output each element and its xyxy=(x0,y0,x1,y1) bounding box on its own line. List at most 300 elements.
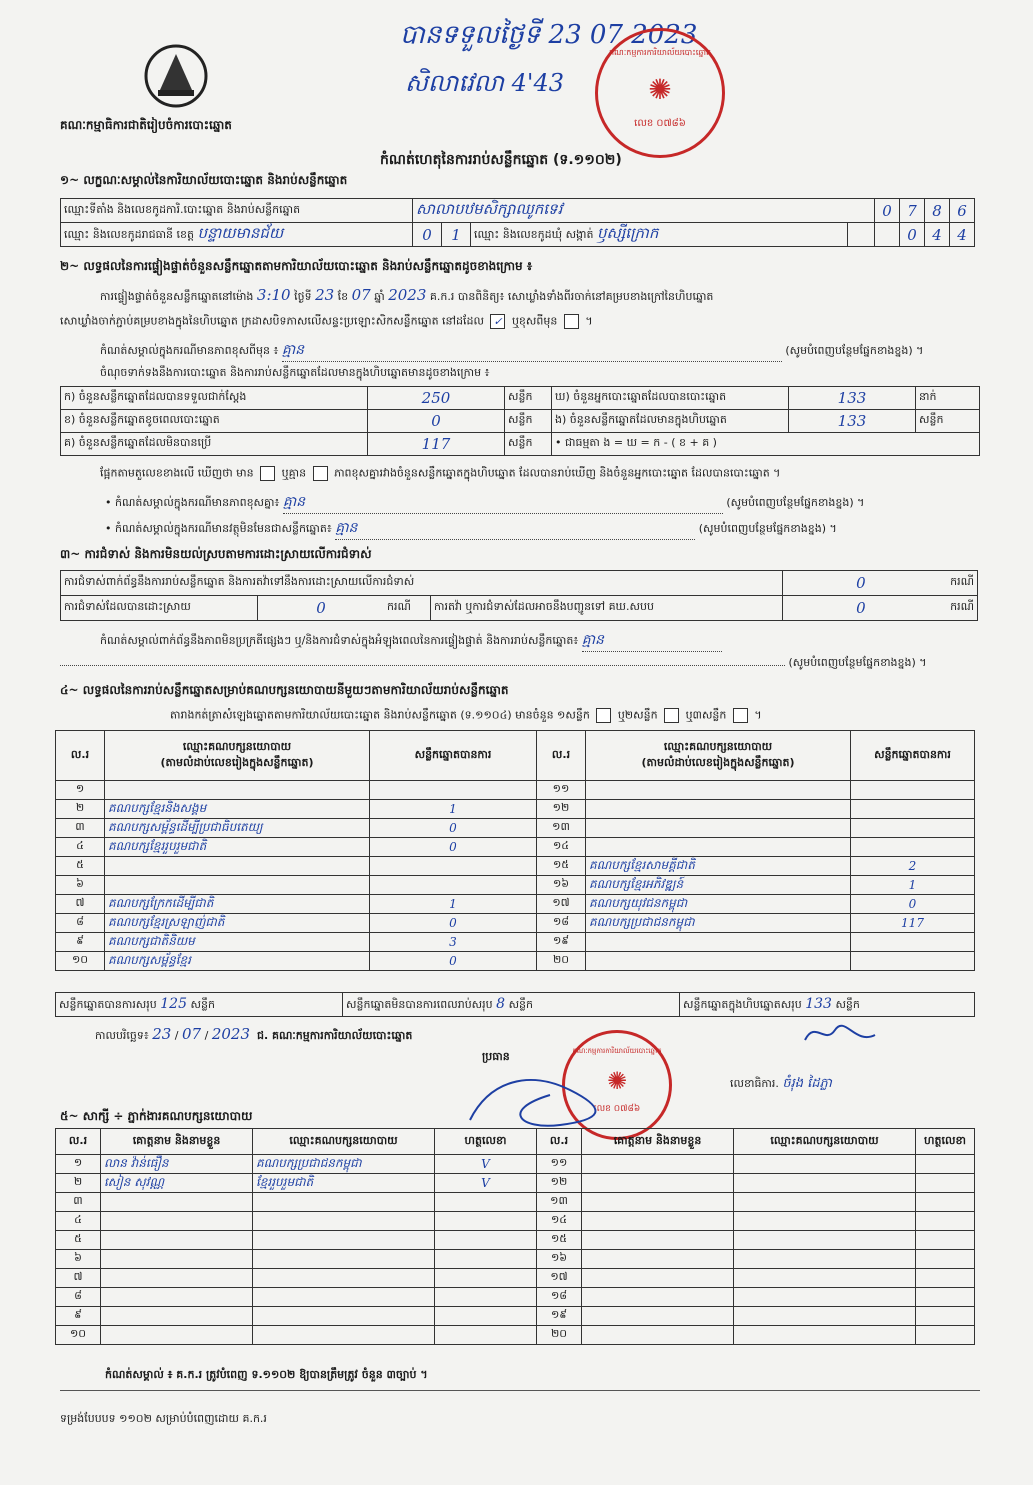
col-party-line2: (តាមលំដាប់លេខរៀងក្នុងសន្លឹកឆ្នោត) xyxy=(641,755,795,769)
col-votes: សន្លឹកឆ្នោតបានការ xyxy=(370,731,537,781)
box-ballots-value: 133 xyxy=(789,410,916,433)
table-row xyxy=(56,914,975,933)
col-no: ល.រ xyxy=(56,731,105,781)
table-row xyxy=(56,1307,975,1326)
row-no: ៨ xyxy=(56,1288,101,1307)
witness-name xyxy=(582,1288,734,1307)
row-no: ១១ xyxy=(537,781,586,800)
witness-party: ខ្មែររួបរួមជាតិ xyxy=(253,1174,435,1193)
row-no: ១២ xyxy=(537,1174,582,1193)
party-name: គណបក្សសម្ព័ន្ធដើម្បីប្រជាធិបតេយ្យ xyxy=(105,819,370,838)
row-no: ៦ xyxy=(56,1250,101,1269)
irregularity-value: គ្មាន xyxy=(582,630,722,652)
witness-party xyxy=(253,1307,435,1326)
party-votes xyxy=(370,781,537,800)
row-no: ១៨ xyxy=(537,1288,582,1307)
party-name xyxy=(586,800,851,819)
received-ballots-label: ក) ចំនួនសន្លឹកឆ្នោតដែលបានទទួលជាក់ស្តែង xyxy=(61,387,368,410)
witness-signature xyxy=(916,1174,975,1193)
witness-name xyxy=(582,1269,734,1288)
station-value: សាលាបឋមសិក្សាឈូកទេវ xyxy=(413,199,875,223)
witness-signature xyxy=(916,1250,975,1269)
witness-name xyxy=(582,1231,734,1250)
col-party: ឈ្មោះគណបក្សនយោបាយ xyxy=(734,1129,916,1155)
ballot-count-table xyxy=(60,386,980,456)
nec-emblem-icon xyxy=(140,40,212,112)
witness-party xyxy=(734,1269,916,1288)
table-row xyxy=(56,933,975,952)
witness-signature xyxy=(435,1250,537,1269)
total-invalid-cell xyxy=(343,993,680,1017)
unit: នាក់ xyxy=(916,387,980,410)
row-no: ១៦ xyxy=(537,1250,582,1269)
witness-party xyxy=(253,1193,435,1212)
witness-signature xyxy=(916,1269,975,1288)
fill-hint: (សូមបំពេញបន្ថែមផ្នែកខាងខ្នង) ។ xyxy=(788,656,927,669)
org-name: គណៈកម្មាធិការជាតិរៀបចំការបោះឆ្នោត xyxy=(60,118,232,132)
table-row xyxy=(56,1174,975,1193)
section3-heading: ៣~ ការជំទាស់ និងការមិនយល់ស្របតាមការដោះស្រាយលើការជំទាស់ xyxy=(60,547,372,561)
unused-ballots-value: 117 xyxy=(368,433,505,456)
verify-text-p2b: ឬខុសពីមុន xyxy=(511,314,558,328)
witness-signature xyxy=(435,1326,537,1345)
three-sheet-label: ឬ៣សន្លឹក xyxy=(685,708,727,722)
table-row xyxy=(56,857,975,876)
witness-party xyxy=(253,1231,435,1250)
row-no: ១៣ xyxy=(537,819,586,838)
bullet2-label: • កំណត់សម្គាល់ក្នុងករណីមានវត្ថុមិនមែនជាសន្លឹកឆ្នោត៖ xyxy=(105,522,332,535)
row-no: ៨ xyxy=(56,914,105,933)
stamp-bottom-text: លេខ ០៧៨៦ xyxy=(634,118,686,129)
objection-table xyxy=(60,570,978,621)
tally-intro: តារាងកត់ត្រាសំឡេងឆ្នោតតាមការិយាល័យបោះឆ្នោត និងរាប់សន្លឹកឆ្នោត (ទ.១១០៤) មានចំនួន ១សន្លឹក ឬ២សន្លឹក ឬ៣សន្លឹក ។ xyxy=(170,708,762,722)
date-day: 23 xyxy=(152,1025,172,1043)
row-no: ២០ xyxy=(537,1326,582,1345)
witness-party xyxy=(734,1174,916,1193)
objection-row1-value: 0 xyxy=(782,571,939,596)
stamp-top-text: គណៈកម្មការការិយាល័យបោះឆ្នោត xyxy=(572,1047,662,1055)
witness-party xyxy=(734,1307,916,1326)
row-no: ១៦ xyxy=(537,876,586,895)
row-no: ៥ xyxy=(56,1231,101,1250)
party-name: គណបក្សខ្មែរអភិវឌ្ឍន៍ xyxy=(586,876,851,895)
secretary-signature xyxy=(800,1015,880,1055)
total-valid-label: សន្លឹកឆ្នោតបានការសរុប xyxy=(59,997,157,1011)
party-name: គណបក្សជាតិនិយម xyxy=(105,933,370,952)
same-checkbox[interactable]: ✓ xyxy=(490,314,505,329)
table-row xyxy=(56,895,975,914)
party-votes xyxy=(851,781,975,800)
witness-signature xyxy=(435,1231,537,1250)
compare-text-c: ភាពខុសគ្នារវាងចំនួនសន្លឹកឆ្នោតក្នុងហិបឆ្នោត ដែលបានរាប់ឃើញ និងចំនួនអ្នកបោះឆ្នោត ដែលបានបោះឆ្នោត ។ xyxy=(334,466,781,480)
witness-signature xyxy=(916,1307,975,1326)
bullet1-line xyxy=(105,492,980,514)
row-no: ៧ xyxy=(56,1269,101,1288)
row-no: ១៧ xyxy=(537,1269,582,1288)
resolved-label: ការជំទាស់ដែលបានដោះស្រាយ xyxy=(61,596,258,621)
table-row xyxy=(56,1231,975,1250)
row-no: ៤ xyxy=(56,1212,101,1231)
party-votes: 3 xyxy=(370,933,537,952)
unit: សន្លឹក xyxy=(505,410,552,433)
witness-name xyxy=(582,1212,734,1231)
party-votes xyxy=(851,819,975,838)
table-row xyxy=(56,781,975,800)
unit: សន្លឹក xyxy=(835,997,860,1011)
diff-note-value: គ្មាន xyxy=(282,340,782,362)
witness-name: សៀន សុវណ្ណ xyxy=(101,1174,253,1193)
party-name: គណបក្សខ្មែររួបរួមជាតិ xyxy=(105,838,370,857)
row-no: ៦ xyxy=(56,876,105,895)
section5-heading: ៥~ សាក្សី ÷ ភ្នាក់ងារគណបក្សនយោបាយ xyxy=(60,1109,253,1123)
table-row xyxy=(56,1155,975,1174)
compare-line xyxy=(100,466,980,483)
resolved-value: 0 xyxy=(258,596,385,621)
verification-line2: សោឃ្លាំងចាក់ភ្ជាប់គម្របខាងក្នុងនៃហិបឆ្នោត ក្រដាសបិទភាសលើសន្ទះប្រឡោះសិកសន្លឹកឆ្នោត នៅដដែល ✓ ឬខុសពីមុន ។ xyxy=(60,314,593,328)
received-note-line1: បានទទួលថ្ងៃទី 23 07 2023 xyxy=(400,20,698,50)
witness-name xyxy=(582,1174,734,1193)
secretary-line xyxy=(730,1075,832,1094)
station-code-digit: 8 xyxy=(925,199,950,223)
witness-signature xyxy=(435,1193,537,1212)
box-ballots-label: ង) ចំនួនសន្លឹកឆ្នោតដែលមានក្នុងហិបឆ្នោត xyxy=(552,410,789,433)
station-code-digit: 6 xyxy=(950,199,975,223)
fill-hint: (សូមបំពេញបន្ថែមផ្នែកខាងខ្នង) ។ xyxy=(698,522,837,535)
table-row xyxy=(56,1269,975,1288)
table-row xyxy=(56,952,975,971)
party-name: គណបក្សក្រែកដើម្បីជាតិ xyxy=(105,895,370,914)
commune-value: ឫស្សីក្រោក xyxy=(597,223,659,242)
irregularity-note xyxy=(100,630,980,652)
table-row xyxy=(56,819,975,838)
total-valid-cell xyxy=(56,993,343,1017)
station-label: ឈ្មោះទីតាំង និងលេខកូដការិ.បោះឆ្នោត និងរាប់សន្លឹកឆ្នោត xyxy=(61,199,413,223)
unit: សន្លឹក xyxy=(190,997,215,1011)
witness-name xyxy=(101,1231,253,1250)
row-no: ១១ xyxy=(537,1155,582,1174)
commune-code-digit: 4 xyxy=(925,223,950,247)
form-title: កំណត់ហេតុនៃការរាប់សន្លឹកឆ្នោត (ទ.១១០២) xyxy=(380,152,622,168)
witness-signature xyxy=(435,1307,537,1326)
col-party xyxy=(105,731,370,781)
witness-name xyxy=(101,1212,253,1231)
bullet2-line xyxy=(105,518,980,540)
party-name xyxy=(105,781,370,800)
received-ballots-value: 250 xyxy=(368,387,505,410)
date-label: កាលបរិច្ឆេទ៖ xyxy=(95,1029,149,1042)
fill-hint: (សូមបំពេញបន្ថែមផ្នែកខាងខ្នង) ។ xyxy=(785,344,924,357)
secretary-value: ចំរុង ដៃភ្លា xyxy=(782,1076,832,1091)
witness-name xyxy=(582,1155,734,1174)
row-no: ៤ xyxy=(56,838,105,857)
witness-signature xyxy=(435,1269,537,1288)
total-box-cell xyxy=(680,993,975,1017)
party-votes: 0 xyxy=(370,952,537,971)
party-name xyxy=(586,933,851,952)
compare-text-b: ឬគ្មាន xyxy=(281,466,307,480)
party-results-table xyxy=(55,730,975,971)
table-row xyxy=(56,876,975,895)
footer-divider xyxy=(60,1390,980,1391)
witness-signature xyxy=(916,1212,975,1231)
witness-signature xyxy=(916,1231,975,1250)
witness-name xyxy=(582,1326,734,1345)
compare-text-a: ផ្អែកតាមតួលេខខាងលើ ឃើញថា មាន xyxy=(100,466,254,480)
irregularity-line2 xyxy=(60,656,980,672)
commune-code-digit: 0 xyxy=(900,223,925,247)
witness-signature xyxy=(435,1288,537,1307)
fill-hint: (សូមបំពេញបន្ថែមផ្នែកខាងខ្នង) ។ xyxy=(726,496,865,509)
row-no: ១៩ xyxy=(537,1307,582,1326)
formula-text: • ជាធម្មតា ង = ឃ = ក - ( ខ + គ ) xyxy=(552,433,980,456)
province-value: បន្ទាយមានជ័យ xyxy=(197,223,284,242)
footer-form-id: ទម្រង់បែបបទ ១១០២ សម្រាប់បំពេញដោយ គ.ក.រ xyxy=(60,1412,267,1425)
commune-label-text: ឈ្មោះ និងលេខកូដឃុំ សង្កាត់ xyxy=(474,227,594,241)
party-votes: 2 xyxy=(851,857,975,876)
province-label xyxy=(61,223,413,247)
row-no: ១៣ xyxy=(537,1193,582,1212)
row-no: ១៥ xyxy=(537,857,586,876)
witness-party xyxy=(253,1288,435,1307)
province-code-digit: 0 xyxy=(413,223,442,247)
stamp-emblem-icon: ✺ xyxy=(606,1067,628,1095)
objection-row1-label: ការជំទាស់ពាក់ព័ន្ធនឹងការរាប់សន្លឹកឆ្នោត និងការតវ៉ាទៅនឹងការដោះស្រាយលើការជំទាស់ xyxy=(61,571,783,596)
two-sheet-checkbox[interactable] xyxy=(664,708,679,723)
witness-party xyxy=(734,1231,916,1250)
col-name: គោត្តនាម និងនាមខ្លួន xyxy=(582,1129,734,1155)
witness-name xyxy=(101,1193,253,1212)
row-no: ៣ xyxy=(56,819,105,838)
witness-table xyxy=(55,1128,975,1345)
col-votes: សន្លឹកឆ្នោតបានការ xyxy=(851,731,975,781)
row-no: ១៩ xyxy=(537,933,586,952)
unit: ករណី xyxy=(384,596,431,621)
verify-year: 2023 xyxy=(388,286,427,304)
has-diff-checkbox[interactable] xyxy=(260,466,275,481)
verify-month: 07 xyxy=(351,286,371,304)
station-table xyxy=(60,198,975,247)
date-line: កាលបរិច្ឆេទ៖ 23 / 07 / 2023 ជ. គណៈកម្មការការិយាល័យបោះឆ្នោត xyxy=(95,1025,413,1043)
section4-heading: ៤~ លទ្ធផលនៃការរាប់សន្លឹកឆ្នោតសម្រាប់គណបក្សនយោបាយនីមួយៗតាមការិយាល័យរាប់សន្លឹកឆ្នោត xyxy=(60,683,509,697)
party-name: គណបក្សខ្មែរនិងសង្គម xyxy=(105,800,370,819)
no-diff-checkbox[interactable] xyxy=(313,466,328,481)
row-no: ១៤ xyxy=(537,838,586,857)
bullet1-label: • កំណត់សម្គាល់ក្នុងករណីមានភាពខុសគ្នា៖ xyxy=(105,496,280,509)
province-label-text: ឈ្មោះ និងលេខកូដរាជធានី ខេត្ត xyxy=(64,227,194,241)
col-party xyxy=(586,731,851,781)
ballot-intro: ចំណុចទាក់ទងនឹងការបោះឆ្នោត និងការរាប់សន្លឹកឆ្នោតដែលមានក្នុងហិបឆ្នោតមានដូចខាងក្រោម ៖ xyxy=(100,366,490,379)
witness-signature xyxy=(916,1155,975,1174)
party-votes xyxy=(851,933,975,952)
irregularity-label: កំណត់សម្គាល់ពាក់ព័ន្ធនឹងភាពមិនប្រក្រតីផ្សេងៗ ឬ/និងការជំទាស់ក្នុងអំឡុងពេលនៃការផ្ទៀងផ្ទាត់ និងការរាប់សន្លឹកឆ្នោត៖ xyxy=(100,634,579,647)
station-code-digit: 7 xyxy=(900,199,925,223)
party-name: គណបក្សយុវជនកម្ពុជា xyxy=(586,895,851,914)
party-name: គណបក្សខ្មែរស្រឡាញ់ជាតិ xyxy=(105,914,370,933)
three-sheet-checkbox[interactable] xyxy=(733,708,748,723)
unit: សន្លឹក xyxy=(508,997,534,1011)
witness-name xyxy=(101,1288,253,1307)
witness-party xyxy=(734,1212,916,1231)
stamp-bottom-text: លេខ ០៧៨៦ xyxy=(593,1104,641,1114)
row-no: ៣ xyxy=(56,1193,101,1212)
official-stamp-top xyxy=(595,28,725,158)
witness-name xyxy=(101,1307,253,1326)
unit: ករណី xyxy=(939,571,978,596)
party-votes xyxy=(370,857,537,876)
row-no: ២ xyxy=(56,800,105,819)
row-no: ១០ xyxy=(56,1326,101,1345)
chief-signature xyxy=(460,1070,620,1130)
blank-line xyxy=(60,665,785,666)
section2-heading: ២~ លទ្ធផលនៃការផ្ទៀងផ្ទាត់ចំនួនសន្លឹកឆ្នោតតាមការិយាល័យបោះឆ្នោត និងរាប់សន្លឹកឆ្នោតដូចខាងក្រោម ៖ xyxy=(60,259,533,273)
verify-text-c: ខែ xyxy=(337,290,349,303)
forwarded-label: ការតវ៉ា ឬការជំទាស់ដែលអាចនឹងបញ្ជូនទៅ គឃ.សបប xyxy=(431,596,783,621)
party-votes xyxy=(370,876,537,895)
row-no: ៧ xyxy=(56,895,105,914)
party-name: គណបក្សសម្ព័ន្ធខ្មែរ xyxy=(105,952,370,971)
tally-intro-text: តារាងកត់ត្រាសំឡេងឆ្នោតតាមការិយាល័យបោះឆ្នោត និងរាប់សន្លឹកឆ្នោត (ទ.១១០៤) មានចំនួន ១សន្លឹក xyxy=(170,708,590,722)
table-row xyxy=(56,1288,975,1307)
col-party-line2: (តាមលំដាប់លេខរៀងក្នុងសន្លឹកឆ្នោត) xyxy=(160,755,314,769)
witness-party xyxy=(253,1212,435,1231)
station-code-digit: 0 xyxy=(875,199,900,223)
witness-party xyxy=(253,1326,435,1345)
bullet1-value: គ្មាន xyxy=(283,492,723,514)
party-name xyxy=(586,781,851,800)
sign-org: ជ. គណៈកម្មការការិយាល័យបោះឆ្នោត xyxy=(257,1029,413,1042)
party-votes: 0 xyxy=(851,895,975,914)
unit: សន្លឹក xyxy=(505,433,552,456)
witness-party: គណបក្សប្រជាជនកម្ពុជា xyxy=(253,1155,435,1174)
total-box-label: សន្លឹកឆ្នោតក្នុងហិបឆ្នោតសរុប xyxy=(683,997,802,1011)
verify-text-e: គ.ក.រ បានពិនិត្យ៖ សោឃ្លាំងទាំងពីរចាក់នៅគម្របខាងក្រៅនៃហិបឆ្នោត xyxy=(429,290,714,303)
row-no: ៥ xyxy=(56,857,105,876)
col-no: ល.រ xyxy=(56,1129,101,1155)
verify-text-b: ថ្ងៃទី xyxy=(294,290,312,303)
total-box-value: 133 xyxy=(805,995,832,1012)
witness-name xyxy=(582,1307,734,1326)
row-no: ១០ xyxy=(56,952,105,971)
unused-ballots-label: គ) ចំនួនសន្លឹកឆ្នោតដែលមិនបានប្រើ xyxy=(61,433,368,456)
party-votes xyxy=(851,838,975,857)
witness-name: លាន វ៉ាន់ធឿន xyxy=(101,1155,253,1174)
commune-label xyxy=(471,223,848,247)
row-no: ៩ xyxy=(56,933,105,952)
row-no: ២ xyxy=(56,1174,101,1193)
col-party-line1: ឈ្មោះគណបក្សនយោបាយ xyxy=(663,739,773,753)
voters-value: 133 xyxy=(789,387,916,410)
witness-party xyxy=(734,1250,916,1269)
date-year: 2023 xyxy=(211,1025,250,1043)
col-no: ល.រ xyxy=(537,731,586,781)
witness-name xyxy=(582,1193,734,1212)
spoiled-ballots-label: ខ) ចំនួនសន្លឹកឆ្នោតខូចពេលបោះឆ្នោត xyxy=(61,410,368,433)
party-votes xyxy=(851,800,975,819)
witness-party xyxy=(734,1326,916,1345)
party-votes: 0 xyxy=(370,914,537,933)
witness-name xyxy=(101,1326,253,1345)
witness-name xyxy=(101,1269,253,1288)
witness-signature: V xyxy=(435,1155,537,1174)
row-no: ៩ xyxy=(56,1307,101,1326)
section1-heading: ១~ លក្ខណៈសម្គាល់នៃការិយាល័យបោះឆ្នោត និងរាប់សន្លឹកឆ្នោត xyxy=(60,173,348,187)
col-party-line1: ឈ្មោះគណបក្សនយោបាយ xyxy=(182,739,292,753)
verify-text-a: ការផ្ទៀងផ្ទាត់ចំនួនសន្លឹកឆ្នោតនៅម៉ោង xyxy=(100,290,254,303)
row-no: ១៧ xyxy=(537,895,586,914)
party-votes xyxy=(851,952,975,971)
witness-signature xyxy=(916,1326,975,1345)
col-party: ឈ្មោះគណបក្សនយោបាយ xyxy=(253,1129,435,1155)
diff-note-label: កំណត់សម្គាល់ក្នុងករណីមានភាពខុសពីមុន ៖ xyxy=(100,344,279,357)
row-no: ១៤ xyxy=(537,1212,582,1231)
total-invalid-label: សន្លឹកឆ្នោតមិនបានការពេលរាប់សរុប xyxy=(346,997,493,1011)
row-no: ២០ xyxy=(537,952,586,971)
verify-text-d: ឆ្នាំ xyxy=(374,290,385,303)
col-name: គោត្តនាម និងនាមខ្លួន xyxy=(101,1129,253,1155)
unit: ករណី xyxy=(939,596,978,621)
witness-signature xyxy=(916,1193,975,1212)
verify-day: 23 xyxy=(315,286,335,304)
totals-table xyxy=(55,992,975,1017)
diff-note-line xyxy=(100,340,980,362)
two-sheet-label: ឬ២សន្លឹក xyxy=(617,708,658,722)
table-row xyxy=(56,1212,975,1231)
verify-time: 3:10 xyxy=(256,286,291,304)
province-code-digit: 1 xyxy=(442,223,471,247)
witness-signature xyxy=(916,1288,975,1307)
voters-label: ឃ) ចំនួនអ្នកបោះឆ្នោតដែលបានបោះឆ្នោត xyxy=(552,387,789,410)
table-row xyxy=(56,800,975,819)
party-votes: 1 xyxy=(370,895,537,914)
party-name xyxy=(586,819,851,838)
witness-party xyxy=(253,1269,435,1288)
witness-party xyxy=(253,1250,435,1269)
unit: សន្លឹក xyxy=(916,410,980,433)
secretary-label: លេខាធិការ. xyxy=(730,1077,779,1090)
footer-note: កំណត់សម្គាល់ ៖ គ.ក.រ ត្រូវបំពេញ ទ.១១០២ ឱ្យបានត្រឹមត្រូវ ចំនួន ៣ច្បាប់ ។ xyxy=(105,1368,428,1381)
table-row xyxy=(56,1250,975,1269)
table-row xyxy=(56,838,975,857)
table-row xyxy=(56,1326,975,1345)
total-invalid-value: 8 xyxy=(496,995,506,1012)
stamp-top-text: គណៈកម្មការការិយាល័យបោះឆ្នោត xyxy=(608,48,712,57)
party-votes: 1 xyxy=(851,876,975,895)
row-no: ១៨ xyxy=(537,914,586,933)
received-note-line2: សិលាវេលា 4'43 xyxy=(405,69,565,97)
row-no: ១ xyxy=(56,781,105,800)
unit: សន្លឹក xyxy=(505,387,552,410)
party-votes: 0 xyxy=(370,838,537,857)
party-name: គណបក្សខ្មែរសាមគ្គីជាតិ xyxy=(586,857,851,876)
row-no: ១៥ xyxy=(537,1231,582,1250)
witness-party xyxy=(734,1193,916,1212)
col-no: ល.រ xyxy=(537,1129,582,1155)
party-votes: 1 xyxy=(370,800,537,819)
spoiled-ballots-value: 0 xyxy=(368,410,505,433)
commune-code-digit: 4 xyxy=(950,223,975,247)
forwarded-value: 0 xyxy=(782,596,939,621)
row-no: ១ xyxy=(56,1155,101,1174)
stamp-emblem-icon: ✺ xyxy=(648,73,672,106)
different-checkbox[interactable] xyxy=(564,314,579,329)
party-name xyxy=(105,857,370,876)
verify-text-p2a: សោឃ្លាំងចាក់ភ្ជាប់គម្របខាងក្នុងនៃហិបឆ្នោត ក្រដាសបិទភាសលើសន្ទះប្រឡោះសិកសន្លឹកឆ្នោត នៅដដែល xyxy=(60,314,484,328)
one-sheet-checkbox[interactable] xyxy=(596,708,611,723)
witness-name xyxy=(101,1250,253,1269)
party-name: គណបក្សប្រជាជនកម្ពុជា xyxy=(586,914,851,933)
party-votes: 0 xyxy=(370,819,537,838)
witness-signature xyxy=(435,1212,537,1231)
